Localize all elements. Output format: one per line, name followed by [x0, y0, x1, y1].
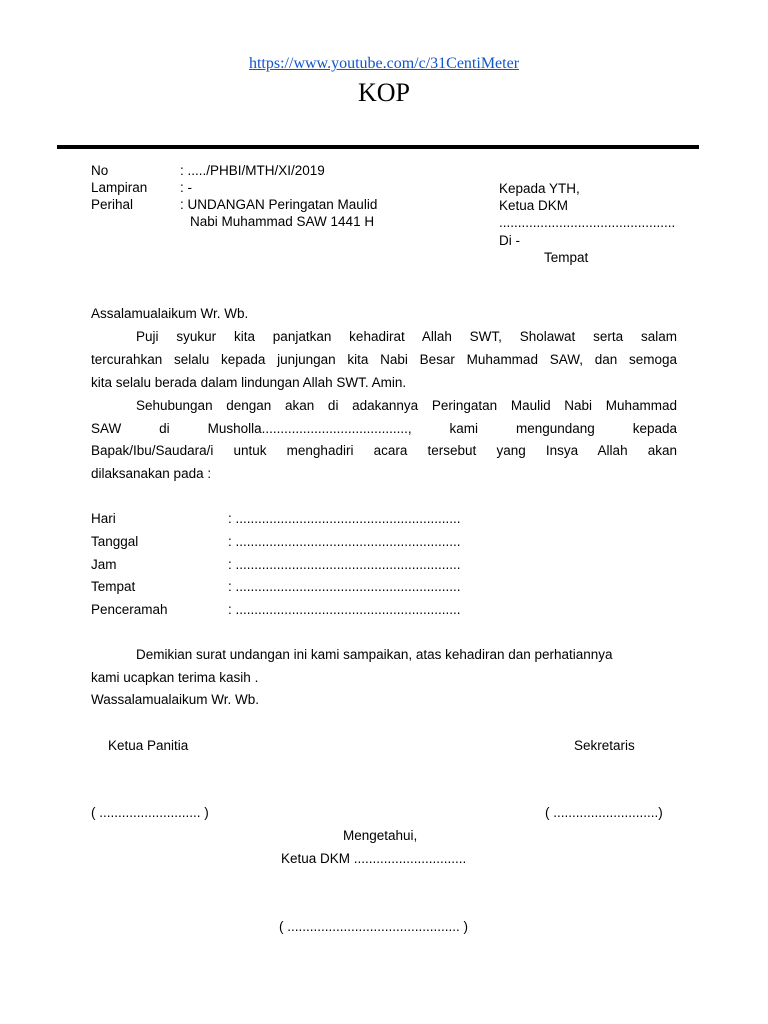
detail-label-jam: Jam — [91, 557, 117, 572]
lampiran-label: Lampiran — [91, 180, 148, 195]
detail-value-penceramah: : ............................................................ — [228, 602, 461, 617]
recipient-line2: Ketua DKM — [499, 198, 569, 213]
paragraph2-line2: SAW di Musholla......................................., kami mengundang kepada — [91, 421, 677, 436]
header-divider — [57, 145, 699, 149]
perihal-label: Perihal — [91, 197, 134, 212]
closing-line2: kami ucapkan terima kasih . — [91, 670, 259, 685]
detail-label-hari: Hari — [91, 511, 116, 526]
letterhead-title: KOP — [357, 78, 410, 107]
paragraph2-line4: dilaksanakan pada : — [91, 466, 212, 481]
perihal-value-line2: Nabi Muhammad SAW 1441 H — [190, 214, 375, 229]
paragraph1-line3: kita selalu berada dalam lindungan Allah SWT. Amin. — [91, 375, 407, 390]
paragraph2-line1: Sehubungan dengan akan di adakannya Peringatan Maulid Nabi Muhammad — [136, 398, 677, 413]
detail-label-tanggal: Tanggal — [91, 534, 139, 549]
signature-left-blank: ( ........................... ) — [91, 805, 209, 820]
no-value: : ...../PHBI/MTH/XI/2019 — [180, 163, 325, 178]
no-label: No — [91, 163, 109, 178]
closing-line1: Demikian surat undangan ini kami sampaikan, atas kehadiran dan perhatiannya — [136, 647, 613, 662]
detail-value-hari: : ............................................................ — [228, 511, 461, 526]
detail-value-jam: : ............................................................ — [228, 557, 461, 572]
recipient-line4: Di - — [499, 233, 520, 248]
detail-value-tanggal: : ............................................................ — [228, 534, 461, 549]
signature-bottom-blank: ( .............................................. ) — [279, 919, 469, 934]
recipient-line1: Kepada YTH, — [499, 181, 580, 196]
recipient-line5: Tempat — [544, 250, 589, 265]
recipient-line3: ............................................... — [499, 215, 676, 230]
mengetahui-label: Mengetahui, — [343, 828, 418, 843]
closing-line3: Wassalamualaikum Wr. Wb. — [91, 692, 260, 707]
perihal-value-line1: : UNDANGAN Peringatan Maulid — [180, 197, 378, 212]
ketua-dkm-line: Ketua DKM .............................. — [281, 851, 467, 866]
signature-right-blank: ( ............................) — [545, 805, 663, 820]
channel-url-link[interactable]: https://www.youtube.com/c/31CentiMeter — [248, 55, 520, 72]
detail-label-tempat: Tempat — [91, 579, 136, 594]
paragraph1-line1: Puji syukur kita panjatkan kehadirat Allah SWT, Sholawat serta salam — [136, 329, 677, 344]
signature-right-title: Sekretaris — [574, 738, 635, 753]
lampiran-value: : - — [180, 180, 192, 195]
signature-left-title: Ketua Panitia — [108, 738, 189, 753]
paragraph2-line3: Bapak/Ibu/Saudara/i untuk menghadiri acara tersebut yang Insya Allah akan — [91, 443, 677, 458]
paragraph1-line2: tercurahkan selalu kepada junjungan kita Nabi Besar Muhammad SAW, dan semoga — [91, 352, 677, 367]
detail-value-tempat: : ............................................................ — [228, 579, 461, 594]
detail-label-penceramah: Penceramah — [91, 602, 168, 617]
greeting: Assalamualaikum Wr. Wb. — [91, 306, 249, 321]
